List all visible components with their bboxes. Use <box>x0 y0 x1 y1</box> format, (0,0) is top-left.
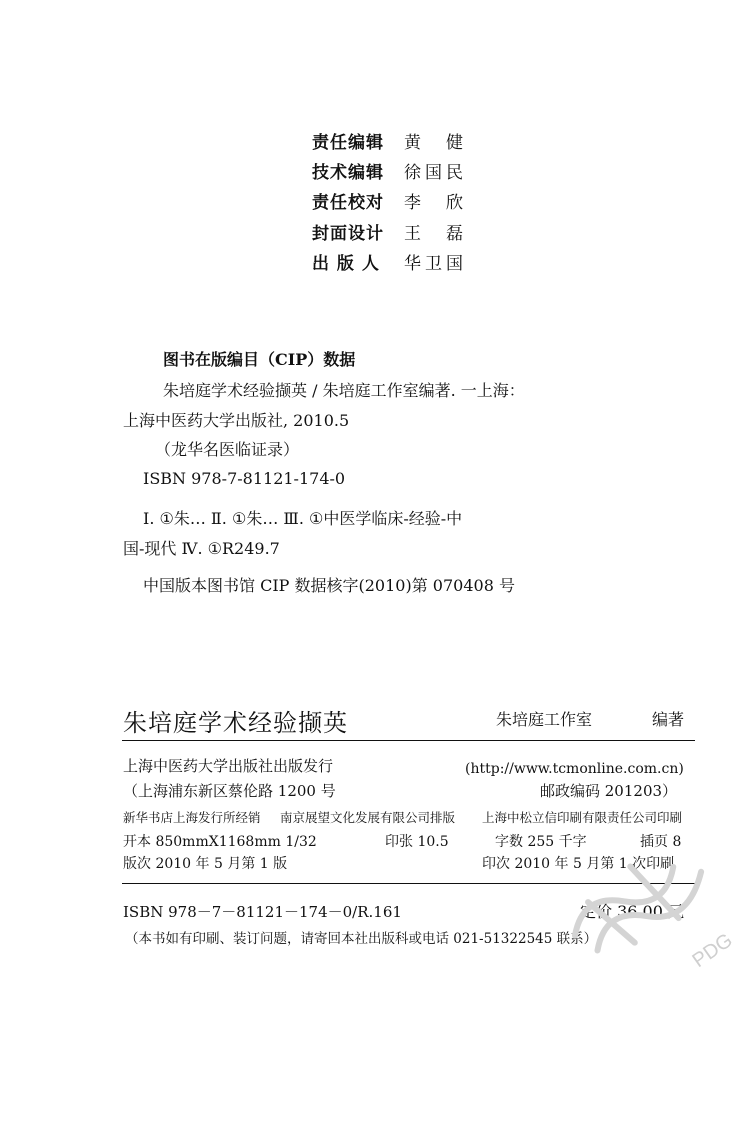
author-role: 编著 <box>652 710 685 729</box>
postcode: 邮政编码 201203） <box>540 782 678 800</box>
cip-line: 朱培庭学术经验撷英 / 朱培庭工作室编著. 一上海： <box>163 381 525 400</box>
edition: 版次 2010 年 5 月第 1 版 <box>123 856 288 872</box>
cip-line: （龙华名医临证录） <box>155 440 300 459</box>
price: 定价 36.00 元 <box>580 902 684 921</box>
credit-row <box>312 133 467 153</box>
author: 朱培庭工作室 <box>496 710 593 729</box>
credit-role: 封面设计 <box>312 224 384 244</box>
publisher: 上海中医药大学出版社出版发行 <box>123 757 334 775</box>
typesetter: 南京展望文化发展有限公司排版 <box>280 810 456 825</box>
credit-row <box>312 163 467 183</box>
cip-line: 上海中医药大学出版社, 2010.5 <box>123 411 350 430</box>
cip-isbn: ISBN 978-7-81121-174-0 <box>143 469 346 488</box>
address: （上海浦东新区蔡伦路 1200 号 <box>123 782 336 800</box>
book-title: 朱培庭学术经验撷英 <box>123 709 348 737</box>
credit-name: 王 磊 <box>404 224 467 244</box>
credit-name: 黄 健 <box>404 133 467 153</box>
credit-name: 李 欣 <box>404 193 467 213</box>
cip-title: 图书在版编目（CIP）数据 <box>163 350 356 369</box>
sheets: 印张 10.5 <box>385 834 449 850</box>
credit-role: 责任编辑 <box>312 133 384 153</box>
notice: （本书如有印刷、装订问题，请寄回本社出版科或电话 021-51322545 联系） <box>125 931 598 947</box>
credit-row <box>312 193 467 213</box>
cip-number: 中国版本图书馆 CIP 数据核字(2010)第 070408 号 <box>143 576 515 595</box>
printing: 印次 2010 年 5 月第 1 次印刷 <box>482 856 675 872</box>
credit-name: 徐国民 <box>404 163 467 183</box>
credit-role: 技术编辑 <box>312 163 384 183</box>
website: (http://www.tcmonline.com.cn) <box>465 761 684 777</box>
cip-line: Ⅰ. ①朱… Ⅱ. ①朱… Ⅲ. ①中医学临床-经验-中 <box>143 509 463 528</box>
cip-line: 国-现代 Ⅳ. ①R249.7 <box>123 539 280 558</box>
format: 开本 850mmX1168mm 1/32 <box>123 834 317 850</box>
printer: 上海中松立信印刷有限责任公司印刷 <box>482 810 683 825</box>
plates: 插页 8 <box>640 834 682 850</box>
divider <box>122 883 695 884</box>
credit-row <box>312 254 467 274</box>
isbn: ISBN 978－7－81121－174－0/R.161 <box>123 903 402 921</box>
credit-row <box>312 224 467 244</box>
words: 字数 255 千字 <box>495 834 587 850</box>
credit-role: 责任校对 <box>312 193 384 213</box>
distributor: 新华书店上海发行所经销 <box>123 810 261 825</box>
credit-name: 华卫国 <box>404 254 467 274</box>
divider <box>122 740 695 741</box>
watermark-text: PDG <box>688 929 737 973</box>
credit-role: 出 版 人 <box>312 254 380 274</box>
